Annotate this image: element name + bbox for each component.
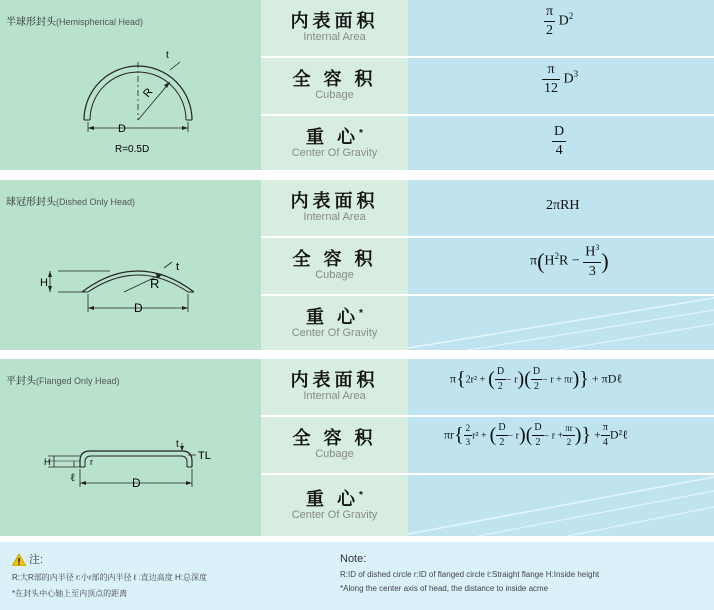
- row-label: [261, 238, 408, 294]
- row-divider: [261, 114, 714, 116]
- empty-cell-stripes: [408, 296, 714, 350]
- row-label-cn: 重 心*: [306, 127, 363, 147]
- formula-cell: [408, 0, 714, 56]
- note-en-title: Note:: [340, 553, 367, 565]
- note-en-line-2: *Along the center axis of head, the distance to inside acme: [340, 584, 549, 593]
- empty-cell-stripes: [408, 475, 714, 536]
- row-label: [261, 180, 408, 236]
- row-label-cn: 内表面积: [290, 11, 379, 31]
- row-divider: [261, 56, 714, 58]
- row-cubage: [261, 417, 714, 473]
- section-diagram-panel: [0, 359, 261, 536]
- thickness-label: t: [176, 439, 179, 450]
- note-cn-line-1: R:大R部的内半径 r:小r部的内半径 ℓ :直边高度 H:总深度: [12, 573, 208, 582]
- row-divider: [261, 415, 714, 417]
- note-en-line-1: R:ID of dished circle r:ID of flanged circle ℓ:Straight flange H:Inside height: [340, 570, 600, 579]
- row-label-cn: 重 心*: [306, 307, 363, 327]
- row-label-en: Center Of Gravity: [291, 327, 378, 339]
- cubage-formula: $\frac{\pi}{12}$ $D^3$: [544, 62, 579, 96]
- section-hemispherical: [0, 0, 714, 170]
- dished-head-diagram: [0, 180, 261, 350]
- row-internal-area: [261, 359, 714, 415]
- warning-icon: [12, 554, 26, 566]
- height-label: H: [44, 457, 51, 467]
- row-divider: [261, 294, 714, 296]
- row-label: [261, 58, 408, 114]
- row-label-cn: 全 容 积: [292, 428, 377, 448]
- section-title-cn: 平封头: [6, 376, 36, 387]
- note-cn-line-2: *在封头中心轴上至内顶点的距离: [12, 589, 128, 598]
- note-cn-title: 注:: [12, 551, 207, 567]
- section-diagram-panel: [0, 180, 261, 350]
- formula-cell: [408, 116, 714, 170]
- formula-cell-empty: [408, 296, 714, 350]
- section-diagram-panel: [0, 0, 261, 170]
- area-formula: 2πRH: [546, 198, 580, 213]
- row-center-of-gravity: [261, 116, 714, 170]
- row-label-en: Internal Area: [303, 390, 366, 402]
- row-label-cn: 内表面积: [290, 370, 379, 390]
- section-dished: [0, 180, 714, 350]
- section-title-cn: 球冠形封头: [6, 197, 56, 208]
- row-label-en: Center Of Gravity: [291, 147, 378, 159]
- small-radius-label: r: [90, 457, 93, 467]
- section-title-en: (Hemispherical Head): [56, 17, 144, 27]
- section-title-en: (Dished Only Head): [56, 197, 136, 207]
- row-label-cn: 重 心*: [306, 489, 363, 509]
- notes-panel: [0, 542, 714, 610]
- section-title-en: (Flanged Only Head): [36, 376, 120, 386]
- row-divider: [261, 473, 714, 475]
- row-label-cn: 全 容 积: [292, 249, 377, 269]
- row-center-of-gravity: [261, 296, 714, 350]
- formula-cell: [408, 180, 714, 236]
- row-center-of-gravity: [261, 475, 714, 536]
- row-label-en: Internal Area: [303, 31, 366, 43]
- height-label: H: [40, 277, 48, 289]
- section-flanged: [0, 359, 714, 536]
- row-label: [261, 417, 408, 473]
- note-cn: [12, 551, 207, 599]
- radius-label: R: [150, 276, 160, 291]
- note-en: [340, 553, 599, 593]
- radius-ratio-caption: R=0.5D: [115, 144, 150, 155]
- row-cubage: [261, 58, 714, 114]
- row-label: [261, 116, 408, 170]
- row-label-en: Internal Area: [303, 211, 366, 223]
- straight-flange-label: ℓ: [70, 472, 76, 484]
- row-label: [261, 296, 408, 350]
- row-label-en: Cubage: [315, 269, 354, 281]
- cubage-formula: πr{ $\frac{2}{3}$ r² + ( $\frac{D}{2}$ − r)( $\frac{D}{2}$ − r + $\frac{\pi r}{2}$ )} + $\frac{\pi}{4}$ D²ℓ: [444, 422, 628, 448]
- formula-cell: [408, 417, 714, 473]
- section-title-cn: 半球形封头: [6, 17, 56, 28]
- formula-cell: [408, 58, 714, 114]
- diameter-label: D: [132, 476, 141, 490]
- tangent-line-label: TL: [198, 450, 211, 462]
- row-label: [261, 475, 408, 536]
- hemispherical-head-diagram: [0, 0, 261, 170]
- diameter-label: D: [118, 123, 126, 135]
- area-formula: π{2r² + ( $\frac{D}{2}$ − r)( $\frac{D}{2}$ − r + πr)} + πDℓ: [450, 366, 623, 392]
- thickness-label: t: [176, 261, 180, 273]
- row-label-en: Cubage: [315, 448, 354, 460]
- row-label-en: Center Of Gravity: [291, 509, 378, 521]
- row-internal-area: [261, 180, 714, 236]
- row-label: [261, 0, 408, 56]
- row-label: [261, 359, 408, 415]
- formula-cell: [408, 359, 714, 415]
- row-label-en: Cubage: [315, 89, 354, 101]
- area-formula: $\frac{\pi}{2}$ $D^2$: [546, 4, 574, 38]
- row-cubage: [261, 238, 714, 294]
- row-internal-area: [261, 0, 714, 56]
- cubage-formula: $\pi(H^2R$ − $\frac{H^3}{3}$ ): [530, 243, 609, 279]
- row-divider: [261, 236, 714, 238]
- diameter-label: D: [134, 301, 143, 315]
- row-label-cn: 内表面积: [290, 191, 379, 211]
- cog-formula: $\frac{D}{4}$: [554, 124, 565, 158]
- formula-cell: [408, 238, 714, 294]
- thickness-label: t: [166, 50, 169, 61]
- flanged-head-diagram: [0, 359, 261, 536]
- formula-cell-empty: [408, 475, 714, 536]
- radius-label: R: [141, 86, 156, 100]
- row-label-cn: 全 容 积: [292, 69, 377, 89]
